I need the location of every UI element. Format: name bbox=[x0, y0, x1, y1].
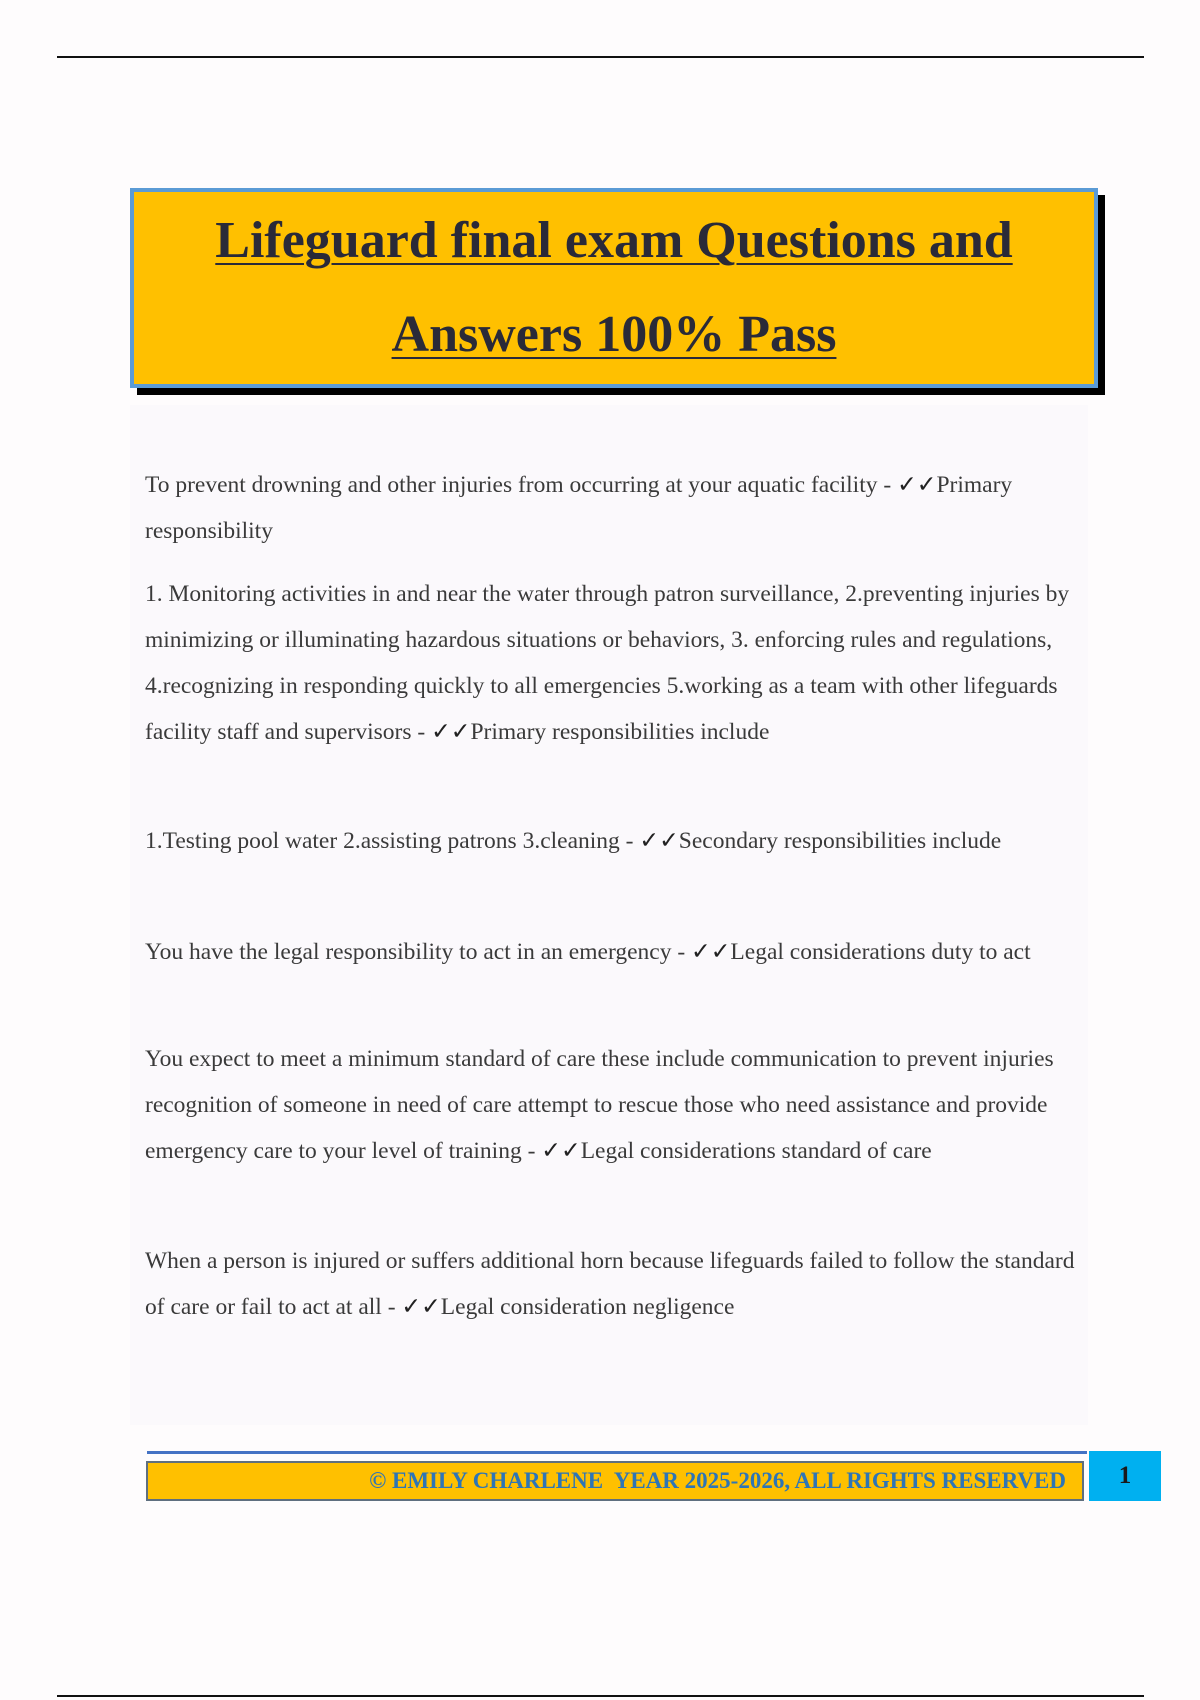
question-text: To prevent drowning and other injuries from occurring at your aquatic facility - bbox=[145, 472, 898, 498]
qa-item-3 bbox=[145, 818, 1095, 864]
check-icon: ✓✓ bbox=[401, 1294, 441, 1320]
answer-text: Primary responsibilities include bbox=[470, 719, 770, 745]
answer-text: Legal considerations duty to act bbox=[730, 939, 1031, 965]
check-icon: ✓✓ bbox=[691, 939, 731, 965]
qa-item-6 bbox=[145, 1238, 1095, 1330]
answer-text: Legal consideration negligence bbox=[440, 1294, 735, 1320]
document-title-line-1: Lifeguard final exam Questions and bbox=[215, 212, 1013, 269]
footer-bar bbox=[146, 1461, 1084, 1501]
question-text: 1. Monitoring activities in and near the water through patron surveillance, 2.preventing injuries by minimizing or illuminating hazardous situations or behaviors, 3. enforcing rules and regulations, 4.recognizing in responding quickly to all emergencies 5.working as a team with other lifeguards facility staff and supervisors - bbox=[145, 581, 1070, 745]
copyright-text: © EMILY CHARLENE YEAR 2025-2026, ALL RIGHTS RESERVED bbox=[369, 1468, 1066, 1493]
page-number: 1 bbox=[1089, 1451, 1161, 1501]
check-icon: ✓✓ bbox=[897, 472, 937, 498]
question-text: You have the legal responsibility to act in an emergency - bbox=[145, 939, 692, 965]
question-text: When a person is injured or suffers additional horn because lifeguards failed to follow the standard of care or fail to act at all - bbox=[145, 1248, 1075, 1320]
document-title-line-2: Answers 100% Pass bbox=[391, 306, 837, 363]
check-icon: ✓✓ bbox=[541, 1138, 581, 1164]
answer-text: Secondary responsibilities include bbox=[678, 828, 1002, 854]
check-icon: ✓✓ bbox=[639, 828, 679, 854]
bottom-rule bbox=[57, 1695, 1144, 1697]
answer-text: Legal considerations standard of care bbox=[580, 1138, 932, 1164]
question-text: 1.Testing pool water 2.assisting patrons 3.cleaning - bbox=[145, 828, 640, 854]
footer-rule bbox=[147, 1451, 1087, 1454]
qa-item-2 bbox=[145, 571, 1095, 755]
qa-item-4 bbox=[145, 929, 1095, 975]
check-icon: ✓✓ bbox=[431, 719, 471, 745]
qa-item-1 bbox=[145, 462, 1095, 554]
answer-text: Primary responsibility bbox=[145, 472, 1013, 544]
top-rule bbox=[57, 56, 1144, 58]
question-text: You expect to meet a minimum standard of care these include communication to prevent injuries recognition of someone in need of care attempt to rescue those who need assistance and provide emergency care to your level of training - bbox=[145, 1046, 1054, 1164]
qa-item-5 bbox=[145, 1036, 1095, 1174]
title-banner bbox=[130, 188, 1098, 388]
